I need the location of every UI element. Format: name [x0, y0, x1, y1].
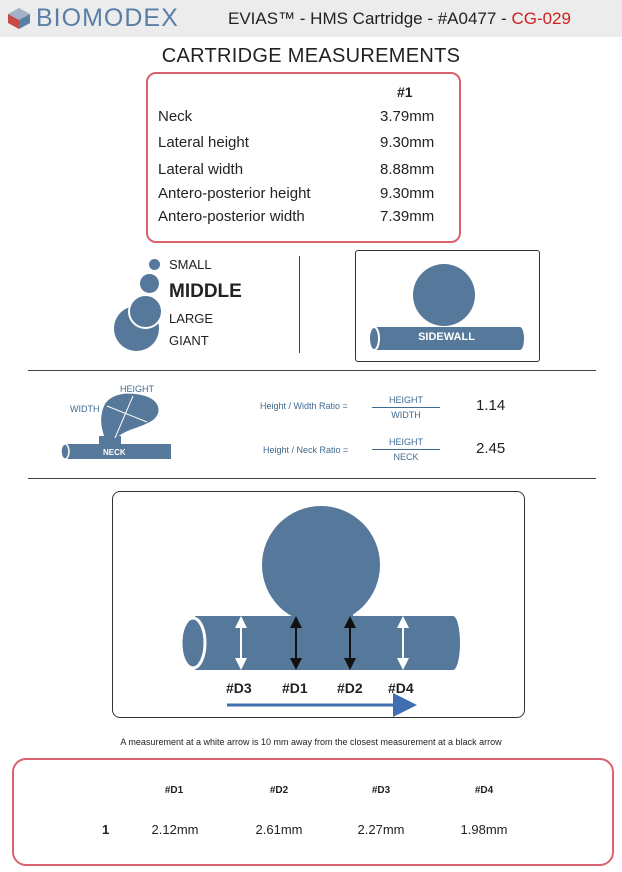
diameter-value: 2.12mm: [151, 822, 199, 837]
title-code: CG-029: [511, 9, 571, 28]
measurement-label: Lateral height: [158, 134, 249, 151]
measurement-value: 3.79mm: [380, 108, 435, 125]
diameter-header: #D2: [269, 785, 289, 796]
diameter-diagram-box: [112, 491, 525, 718]
d1-diagram-label: #D1: [282, 680, 308, 696]
fraction-denominator: NECK: [393, 452, 419, 462]
measurement-label: Antero-posterior width: [158, 208, 305, 225]
sidewall-illustration-box: [355, 250, 540, 362]
logo-text: BIOMODEX: [36, 3, 179, 32]
middle-bubble-icon: [140, 274, 159, 293]
diameters-box: [12, 758, 614, 866]
biomodex-cube-icon: [6, 6, 32, 30]
fraction-numerator: HEIGHT: [388, 395, 423, 405]
diameter-header: #D3: [371, 785, 391, 796]
measurement-value: 8.88mm: [380, 161, 435, 178]
diameter-value: 1.98mm: [460, 822, 508, 837]
d3-diagram-label: #D3: [226, 680, 252, 696]
diameter-header: #D4: [474, 785, 494, 796]
d4-diagram-label: #D4: [388, 680, 414, 696]
small-bubble-icon: [149, 259, 160, 270]
height-width-ratio-value: 1.14: [476, 397, 506, 414]
measurement-note: A measurement at a white arrow is 10 mm away from the closest measurement at a black arrow: [120, 737, 502, 747]
d2-diagram-label: #D2: [337, 680, 363, 696]
diameter-value: 2.61mm: [255, 822, 303, 837]
fraction-denominator: WIDTH: [391, 410, 421, 420]
fraction-bar: [372, 449, 440, 450]
sidewall-label: SIDEWALL: [418, 331, 475, 343]
measurement-column-header: #1: [397, 84, 413, 100]
height-diagram-label: HEIGHT: [120, 384, 155, 394]
size-giant-label: GIANT: [169, 333, 209, 348]
measurement-value: 9.30mm: [380, 185, 435, 202]
diameter-measurement-illustration: [113, 492, 524, 717]
measurement-label: Neck: [158, 108, 193, 125]
diameter-header: #D1: [164, 785, 184, 796]
height-width-fraction: [372, 395, 440, 420]
document-title: [228, 9, 571, 29]
title-main: EVIAS™ - HMS Cartridge - #A0477 -: [228, 9, 512, 28]
measurement-label: Antero-posterior height: [158, 185, 311, 202]
diameter-row-label: 1: [102, 822, 110, 837]
section-divider: [28, 478, 596, 479]
page-title: CARTRIDGE MEASUREMENTS: [161, 45, 461, 67]
vertical-divider: [299, 256, 300, 353]
section-divider: [28, 370, 596, 371]
measurement-value: 7.39mm: [380, 208, 435, 225]
diameter-value: 2.27mm: [357, 822, 405, 837]
height-width-ratio-label: Height / Width Ratio =: [260, 401, 348, 411]
fraction-numerator: HEIGHT: [388, 437, 423, 447]
size-small-label: SMALL: [169, 257, 212, 272]
biomodex-logo: [6, 4, 179, 32]
size-large-label: LARGE: [169, 311, 214, 326]
sidewall-aneurysm-illustration: [356, 251, 539, 361]
measurement-value: 9.30mm: [380, 134, 435, 151]
width-diagram-label: WIDTH: [70, 404, 100, 414]
measurement-label: Lateral width: [158, 161, 244, 178]
neck-diagram-label: NECK: [103, 448, 126, 457]
size-middle-label: MIDDLE: [169, 281, 242, 302]
large-bubble-outline-icon: [128, 294, 163, 329]
height-neck-fraction: [372, 437, 440, 462]
fraction-bar: [372, 407, 440, 408]
height-neck-ratio-value: 2.45: [476, 440, 506, 457]
height-neck-ratio-label: Height / Neck Ratio =: [263, 445, 349, 455]
